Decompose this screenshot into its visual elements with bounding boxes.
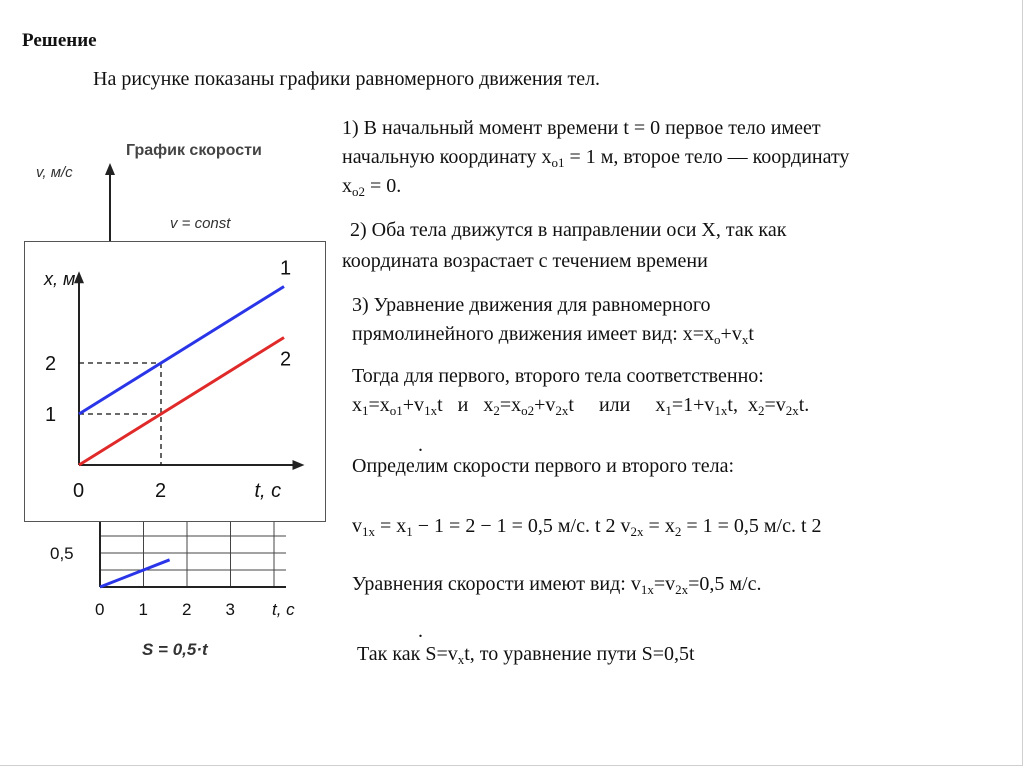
paragraph-8: Так как $S=v_xt$, то уравнение пути S=0,5t — [357, 643, 695, 667]
x-axis-label: t, с — [254, 480, 282, 502]
paragraph-4 — [352, 362, 809, 420]
y-axis-label: x, м — [44, 269, 76, 290]
x-tick-2: 2 — [155, 480, 167, 502]
p1-line2: начальную координату $x_{o1} = 1$ м, второе тело — координату — [342, 146, 850, 170]
x-tick-0: 0 — [73, 480, 85, 502]
paragraph-5: Определим скорости первого и второго тела: — [352, 455, 735, 477]
path-formula: S = 0,5·t — [142, 640, 208, 659]
series-label-1: 1 — [280, 257, 292, 280]
dot-mark-1: . — [418, 434, 423, 456]
p4-equations: $x_1=x_{o1}+v_{1x}t$ и $x_2=x_{o2}+v_{2x}t$ или $x_1=1+v_{1x}t$, $x_2=v_{2x}t$. — [352, 394, 810, 418]
intro-text: На рисунке показаны графики равномерного движения тел. — [93, 68, 601, 90]
paragraph-3 — [352, 291, 754, 349]
path-graph — [40, 518, 310, 668]
path-x-tick-1: 1 — [138, 600, 148, 619]
velocity-title: График скорости — [126, 142, 262, 159]
p1-line3: $x_{o2} = 0$. — [342, 175, 402, 199]
path-x-tick-3: 3 — [225, 600, 235, 619]
path-x-tick-0: 0 — [95, 600, 105, 619]
coordinate-graph — [24, 241, 326, 522]
paragraph-7: Уравнения скорости имеют вид: $v_{1x}=v_{2x}=0,5$ м/с. — [352, 573, 762, 597]
velocity-y-label: v, м/с — [36, 164, 73, 181]
paragraph-2 — [342, 215, 786, 277]
path-x-ticks — [95, 600, 235, 619]
p4-line1: Тогда для первого, второго тела соответственно: — [352, 365, 764, 387]
path-y-tick: 0,5 — [50, 544, 74, 563]
path-x-label: t, с — [272, 600, 295, 619]
p3-line2: прямолинейного движения имеет вид: $x=x_o+v_xt$ — [352, 323, 754, 347]
y-tick-2: 2 — [45, 353, 57, 375]
velocity-y-arrow — [105, 163, 115, 175]
p3-line1: 3) Уравнение движения для равномерного — [352, 294, 711, 316]
p1-line1: 1) В начальный момент времени t = 0 первое тело имеет — [342, 117, 821, 139]
dot-mark-2: . — [418, 620, 423, 642]
y-tick-1: 1 — [45, 404, 57, 426]
paragraph-6: $v_{1x} = x_1 - 1 = 2 - 1 = 0,5$ м/с. t 2 $v_{2x} = x_2 = 1 = 0,5$ м/с. t 2 — [352, 515, 822, 539]
paragraph-1 — [342, 114, 849, 201]
velocity-annotation: v = const — [170, 215, 231, 232]
series-label-2: 2 — [280, 348, 292, 371]
path-x-tick-2: 2 — [182, 600, 192, 619]
path-line — [100, 560, 170, 587]
p2-line1: 2) Оба тела движутся в направлении оси X, так как — [350, 219, 787, 241]
slide-heading: Решение — [22, 30, 97, 51]
p2-line2: координата возрастает с течением времени — [342, 250, 708, 272]
